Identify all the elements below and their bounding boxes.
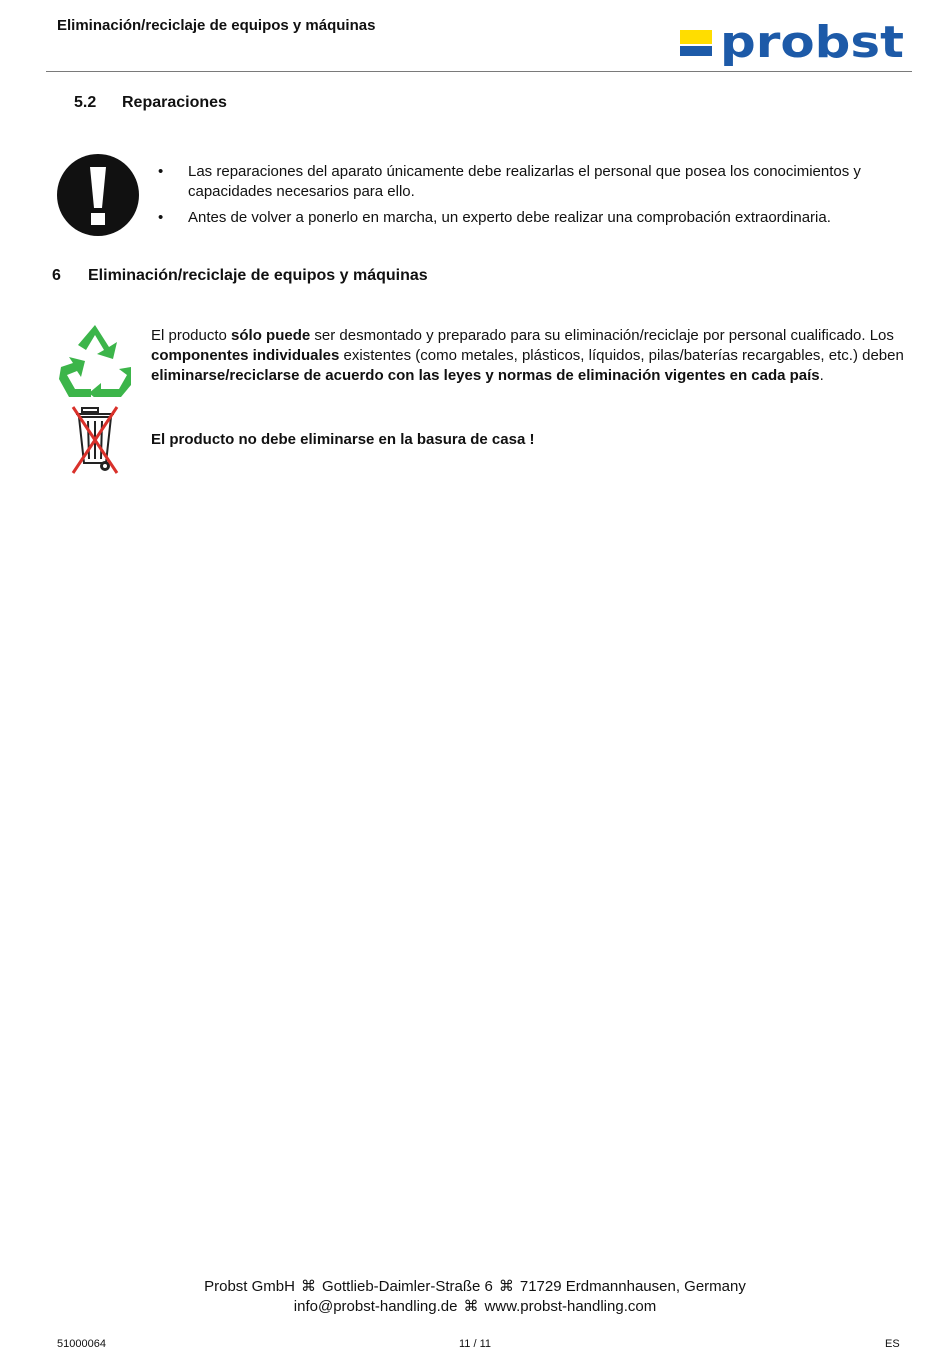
bold-run: sólo puede bbox=[231, 327, 311, 344]
footer-street: Gottlieb-Daimler-Straße 6 bbox=[321, 1278, 493, 1295]
recycle-icon bbox=[57, 323, 133, 397]
exclamation-warning-icon bbox=[56, 153, 140, 237]
crossed-bin-icon bbox=[70, 405, 120, 475]
footer-address-line bbox=[0, 1277, 950, 1295]
language-code: ES bbox=[885, 1338, 900, 1350]
bullet-text: Las reparaciones del aparato únicamente debe realizarlas el personal que posea los conocimientos y capacidades necesarios para ello. bbox=[188, 163, 861, 200]
logo-text: probst bbox=[720, 22, 904, 68]
footer-separator: ⌘ bbox=[300, 1278, 316, 1295]
text-run: existentes (como metales, plásticos, líquidos, pilas/baterías recargables, etc.) deben bbox=[339, 347, 904, 364]
footer-website-link[interactable]: www.probst-handling.com bbox=[484, 1298, 657, 1315]
probst-logo bbox=[680, 22, 906, 68]
bullet: • bbox=[158, 163, 164, 180]
no-household-waste-warning: El producto no debe eliminarse en la basura de casa ! bbox=[151, 431, 535, 448]
footer-separator: ⌘ bbox=[463, 1298, 479, 1315]
footer-contact-line bbox=[0, 1297, 950, 1315]
footer-separator: ⌘ bbox=[498, 1278, 514, 1295]
footer-city: 71729 Erdmannhausen, Germany bbox=[519, 1278, 746, 1295]
text-run: . bbox=[819, 367, 824, 384]
repair-bullet-list bbox=[158, 162, 898, 234]
bullet-text: Antes de volver a ponerlo en marcha, un experto debe realizar una comprobación extraordinaria. bbox=[188, 209, 831, 226]
header-divider bbox=[46, 71, 912, 72]
recycling-paragraph bbox=[151, 326, 921, 386]
bold-run: eliminarse/reciclarse de acuerdo con las leyes y normas de eliminación vigentes en cada país bbox=[151, 367, 820, 384]
document-number: 51000064 bbox=[57, 1338, 106, 1350]
footer-email-link[interactable]: info@probst-handling.de bbox=[293, 1298, 458, 1315]
section-title: Eliminación/reciclaje de equipos y máquinas bbox=[88, 267, 428, 284]
section-number: 5.2 bbox=[74, 94, 97, 111]
text-run: ser desmontado y preparado para su eliminación/reciclaje por personal cualificado. Los bbox=[310, 327, 894, 344]
bullet: • bbox=[158, 209, 164, 226]
section-title: Reparaciones bbox=[122, 94, 227, 111]
text-run: El producto bbox=[151, 327, 232, 344]
footer-company: Probst GmbH bbox=[204, 1278, 295, 1295]
list-item bbox=[158, 208, 898, 228]
page-number: 11 / 11 bbox=[458, 1338, 491, 1350]
bold-run: componentes individuales bbox=[151, 347, 340, 364]
section-number: 6 bbox=[52, 267, 61, 284]
header-title: Eliminación/reciclaje de equipos y máquinas bbox=[57, 17, 376, 34]
list-item bbox=[158, 162, 898, 202]
